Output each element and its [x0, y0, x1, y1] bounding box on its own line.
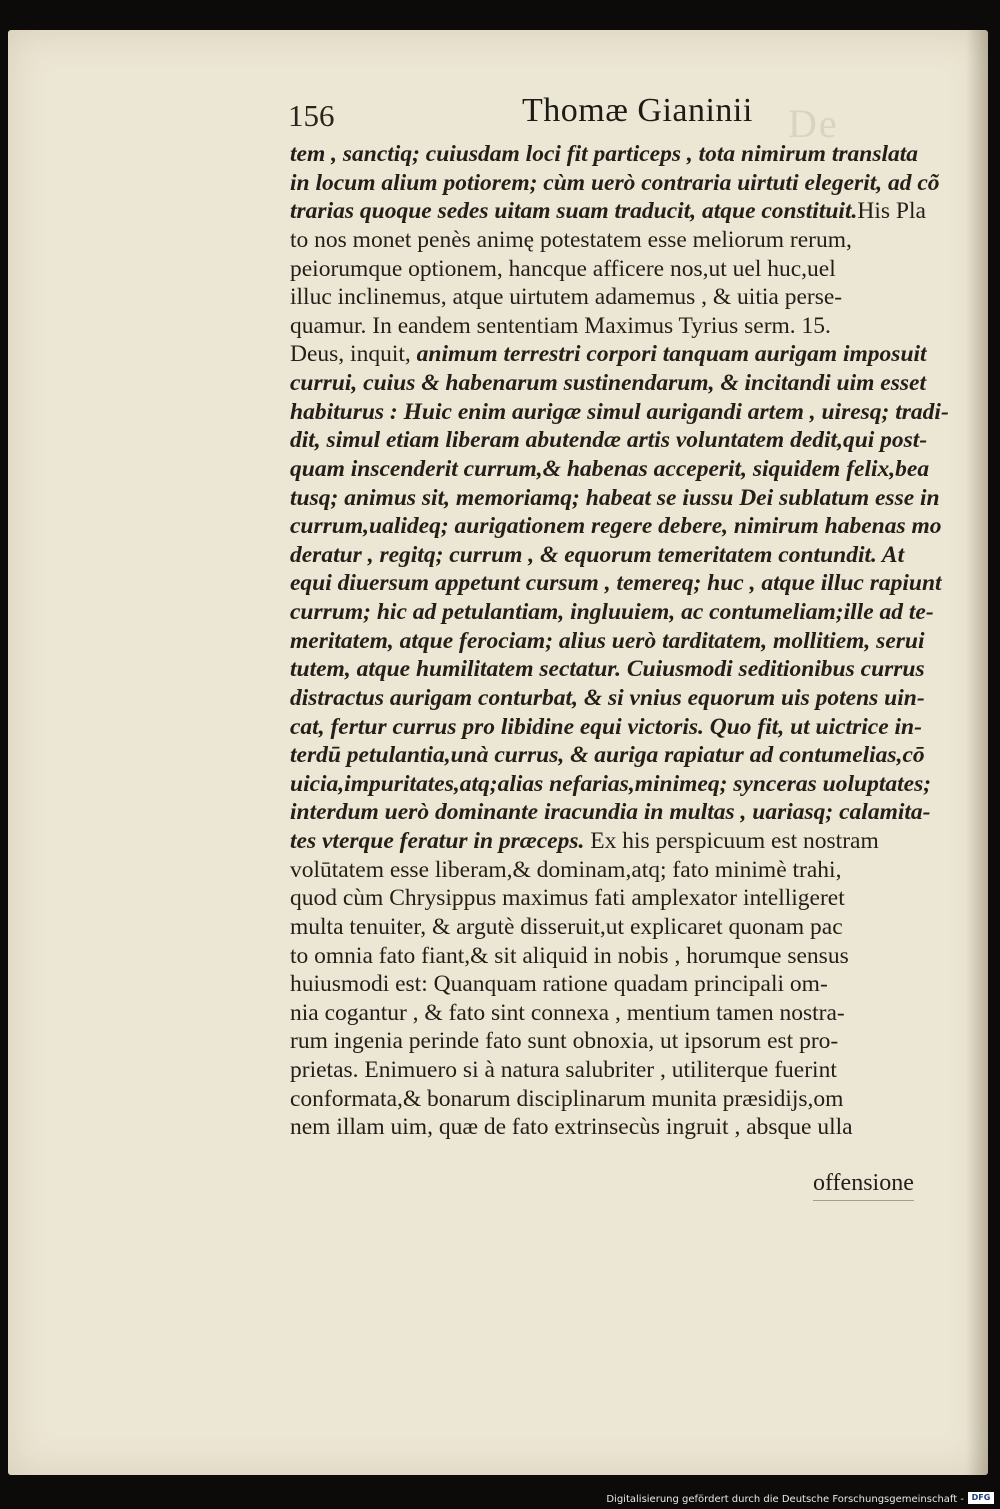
- text-line: [290, 426, 955, 455]
- text-line-body: terdū petulantia,unà currus, & auriga rapiatur ad contumelias,cō: [290, 742, 925, 769]
- bleed-through-text: De: [788, 101, 839, 146]
- text-line-body: currum; hic ad petulantiam, ingluuiem, ac contumeliam;ille ad te-: [290, 599, 934, 625]
- text-line-body: rum ingenia perinde fato sunt obnoxia, ut ipsorum est pro-: [290, 1028, 839, 1055]
- text-line: [290, 999, 955, 1028]
- text-line: [290, 283, 955, 312]
- text-line: [290, 569, 955, 598]
- digitization-credit: Digitalisierung gefördert durch die Deutsche Forschungsgemeinschaft -: [606, 1494, 964, 1505]
- text-line-body: currum,ualideq; aurigationem regere debere, nimirum habenas mo: [290, 513, 942, 540]
- text-line: [290, 340, 955, 369]
- text-line: [290, 140, 955, 169]
- text-line: [290, 541, 955, 570]
- text-line-body: conformata,& bonarum disciplinarum munita præsidijs,om: [290, 1085, 844, 1112]
- text-line: [290, 484, 955, 513]
- text-line: [290, 770, 955, 799]
- text-line-body: habiturus : Huic enim aurigæ simul aurigandi artem , uiresq; tradi-: [290, 398, 949, 425]
- text-line-body: to omnia fato fiant,& sit aliquid in nobis , horumque sensus: [290, 942, 849, 969]
- text-line-body: trarias quoque sedes uitam suam traducit, atque constituit.: [290, 198, 858, 225]
- text-line: [290, 226, 955, 255]
- text-line: [290, 197, 955, 226]
- text-line: [290, 913, 955, 942]
- text-line: [290, 1027, 955, 1056]
- text-line: [290, 398, 955, 427]
- text-line: [290, 627, 955, 656]
- text-line-body: interdum uerò dominante iracundia in multas , uariasq; calamita-: [290, 799, 931, 826]
- text-line: [290, 169, 955, 198]
- text-line: [290, 255, 955, 284]
- text-line: [290, 970, 955, 999]
- running-head: Thomæ Gianinii: [522, 92, 753, 129]
- text-line-body: tusq; animus sit, memoriamq; habeat se iussu Dei sublatum esse in: [290, 484, 940, 511]
- text-line-body: uicia,impuritates,atq;alias nefarias,minimeq; synceras uoluptates;: [290, 770, 932, 797]
- text-line: [290, 312, 955, 341]
- text-line-body: quamur. In eandem sententiam Maximus Tyrius serm. 15.: [290, 312, 831, 339]
- text-line-tail: Ex his perspicuum est nostram: [584, 828, 879, 854]
- text-line: [290, 942, 955, 971]
- text-line: [290, 369, 955, 398]
- text-line-body: nia cogantur , & fato sint connexa , mentium tamen nostra-: [290, 999, 845, 1026]
- text-line-body: cat, fertur currus pro libidine equi victoris. Quo fit, ut uictrice in-: [290, 713, 922, 740]
- text-line: [290, 455, 955, 484]
- text-line: [290, 1085, 955, 1114]
- text-line: [290, 1056, 955, 1085]
- text-line: [290, 655, 955, 684]
- text-line-body: volūtatem esse liberam,& dominam,atq; fato minimè trahi,: [290, 856, 842, 883]
- text-line: [290, 713, 955, 742]
- text-line-body: currui, cuius & habenarum sustinendarum, & incitandi uim esset: [290, 370, 926, 396]
- text-line: [290, 598, 955, 627]
- text-line-body: tes vterque feratur in præceps.: [290, 828, 585, 854]
- text-line-body: animum terrestri corpori tanquam aurigam imposuit: [416, 341, 927, 368]
- page-header: [288, 92, 768, 142]
- text-line-body: deratur , regitq; currum , & equorum temeritatem contundit. At: [290, 541, 905, 568]
- body-text: [290, 140, 955, 1142]
- text-line-body: tutem, atque humilitatem sectatur. Cuiusmodi seditionibus currus: [290, 656, 925, 683]
- text-line: [290, 798, 955, 827]
- text-line-body: huiusmodi est: Quanquam ratione quadam principali om-: [290, 971, 828, 998]
- text-line-body: peiorumque optionem, hancque afficere nos,ut uel huc,uel: [290, 255, 836, 282]
- text-line-body: illuc inclinemus, atque uirtutem adamemus , & uitia perse-: [290, 284, 843, 311]
- text-line-body: prietas. Enimuero si à natura salubriter , utiliterque fuerint: [290, 1057, 837, 1083]
- page-gutter-shadow: [966, 30, 988, 1475]
- dfg-logo: DFG: [968, 1492, 994, 1504]
- text-line-body: meritatem, atque ferociam; alius uerò tarditatem, mollitiem, serui: [290, 627, 925, 654]
- text-line-head: Deus, inquit,: [290, 341, 417, 368]
- text-line: [290, 827, 955, 856]
- text-line: [290, 856, 955, 885]
- text-line: [290, 1113, 955, 1142]
- text-line: [290, 741, 955, 770]
- text-line-body: equi diuersum appetunt cursum , temereq; huc , atque illuc rapiunt: [290, 570, 942, 597]
- text-line-body: tem , sanctiq; cuiusdam loci fit particeps , tota nimirum translata: [290, 141, 919, 167]
- text-line: [290, 684, 955, 713]
- catchword: offensione: [813, 1166, 914, 1201]
- text-line-body: distractus aurigam conturbat, & si vnius equorum uis potens uin-: [290, 684, 925, 711]
- text-line-body: quod cùm Chrysippus maximus fati amplexator intelligeret: [290, 885, 845, 912]
- text-line: [290, 884, 955, 913]
- text-line-body: to nos monet penès animę potestatem esse meliorum rerum,: [290, 226, 852, 253]
- text-line: [290, 512, 955, 541]
- text-line-body: nem illam uim, quæ de fato extrinsecùs ingruit , absque ulla: [290, 1114, 853, 1141]
- text-line-body: dit, simul etiam liberam abutendæ artis voluntatem dedit,qui post-: [290, 427, 928, 454]
- text-line-body: in locum alium potiorem; cùm uerò contraria uirtuti elegerit, ad cõ: [290, 169, 940, 196]
- page-number: 156: [288, 98, 335, 133]
- text-line-tail: His Pla: [857, 198, 926, 225]
- text-line-body: multa tenuiter, & argutè disseruit,ut explicaret quonam pac: [290, 913, 843, 940]
- text-line-body: quam inscenderit currum,& habenas acceperit, siquidem felix,bea: [290, 455, 930, 482]
